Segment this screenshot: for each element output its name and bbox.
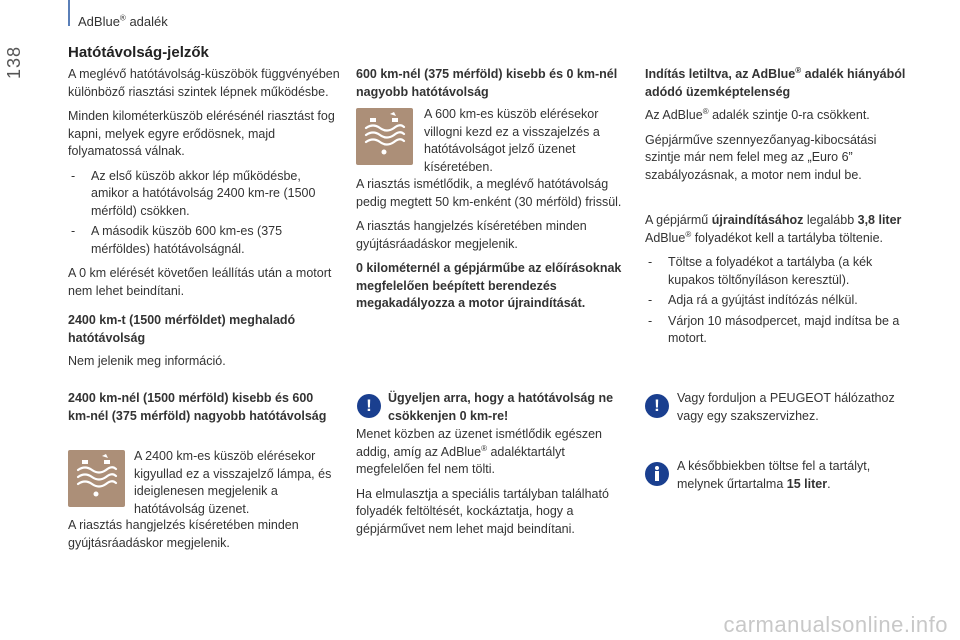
list-item: - Várjon 10 másodpercet, majd indítsa be a motort. [645,313,915,348]
paragraph: Minden kilométerküszöb elérésénél riasztást fog kapni, melyek egyre erődösnek, majd folyamatossá válnak. [68,109,335,158]
column-1-lower [68,390,328,431]
list-item: - Az első küszöb akkor lép működésbe, amikor a hatótávolság 2400 km-re (1500 mérföld) csökken. [68,168,340,221]
watermark: carmanualsonline.info [723,612,948,637]
list-item: - A második küszöb 600 km-es (375 mérföldes) hatótávolságnál. [68,223,340,258]
paragraph: Gépjárműve szennyezőanyag-kibocsátási szintje már nem felel meg az „Euro 6” szabályozásnak, a motor nem indul be. [645,132,877,182]
subheading: 2400 km-t (1500 mérföldet) meghaladó hatótávolság [68,313,296,345]
running-header: AdBlue® adalék [78,13,168,29]
column-1 [68,66,340,378]
paragraph: A 0 km elérését követően leállítás után a motort nem lehet beindítani. [68,266,332,298]
paragraph: A gépjármű újraindításához legalább 3,8 liter AdBlue® folyadékot kell a tartályba töltenie. [645,213,902,245]
warning-note: Vagy forduljon a PEUGEOT hálózathoz vagy egy szakszervizhez. [677,391,895,423]
paragraph: Ha elmulasztja a speciális tartályban található folyadék feltöltését, kockáztatja, hogy a gépjárművet nem lehet majd beindítani. [356,486,609,536]
paragraph: A riasztás hangjelzés kíséretében minden gyújtásráadáskor megjelenik. [68,518,299,550]
subheading: 600 km-nél (375 mérföld) kisebb és 0 km-nél nagyobb hatótávolság [356,67,618,99]
paragraph: Nem jelenik meg információ. [68,354,226,368]
info-icon [645,462,669,486]
column-2 [356,66,624,107]
paragraph: A meglévő hatótávolság-küszöbök függvényében különböző riasztási szintek lépnek működésbe. [68,67,340,99]
info-note: A későbbiekben töltse fel a tartályt, melynek űrtartalma 15 liter. [677,459,871,491]
header-accent-bar [68,0,70,26]
emphasis-paragraph: 0 kilométernél a gépjárműbe az előírásoknak megfelelően beépített berendezés megakadályozza a motor újraindítását. [356,261,622,310]
paragraph: Menet közben az üzenet ismétlődik egészen addig, amíg az AdBlue® adaléktartályt megfelelően fel nem tölti. [356,427,602,476]
column-3 [645,66,915,191]
warning-title: Ügyeljen arra, hogy a hatótávolság ne csökkenjen 0 km-re! [388,391,614,423]
list-item: - Adja rá a gyújtást indítózás nélkül. [645,292,915,310]
column-3-body [645,212,915,355]
bullet-list [645,254,915,348]
bullet-list [68,168,340,259]
paragraph: A riasztás hangjelzés kíséretében minden gyújtásráadáskor megjelenik. [356,219,587,251]
adblue-warning-lamp-icon [68,450,125,507]
column-2-body [356,176,626,319]
paragraph: A riasztás ismétlődik, a meglévő hatótávolság pedig megtett 50 km-enként (30 mérföld) frissül. [356,177,622,209]
subheading: Indítás letiltva, az AdBlue® adalék hiányából adódó üzemképtelenség [645,65,906,99]
icon-description: A 600 km-es küszöb elérésekor villogni kezd ez a visszajelzés a hatótávolságot jelző üzenet kíséretében. [424,107,600,174]
warning-body [356,426,628,545]
paragraph: Az AdBlue® adalék szintje 0-ra csökkent. [645,106,870,122]
adblue-warning-lamp-icon [356,108,413,165]
subheading: 2400 km-nél (1500 mérföld) kisebb és 600 km-nél (375 mérföld) nagyobb hatótávolság [68,391,327,423]
page-number: 138 [4,46,24,80]
column-1-footer [68,517,338,559]
section-title: Hatótávolság-jelzők [68,44,209,61]
list-item: - Töltse a folyadékot a tartályba (a kék kupakos töltőnyíláson keresztül). [645,254,915,289]
warning-icon: ! [357,394,381,418]
icon-description: A 2400 km-es küszöb elérésekor kigyullad ez a visszajelző lámpa, és ideiglenesen megjelenik a hatótávolság üzenet. [134,449,332,516]
warning-icon: ! [645,394,669,418]
